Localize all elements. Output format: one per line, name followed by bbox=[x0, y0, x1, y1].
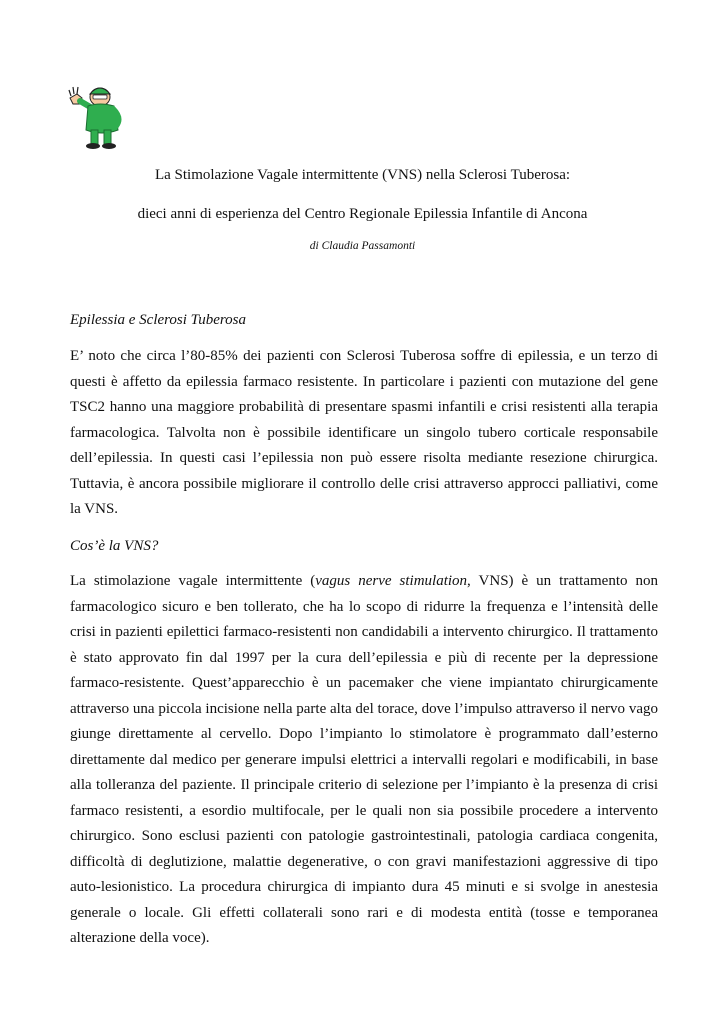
document-subtitle: dieci anni di esperienza del Centro Regionale Epilessia Infantile di Ancona bbox=[137, 206, 588, 222]
doctor-mascot-icon bbox=[68, 84, 130, 150]
section-heading-vns: Cos’è la VNS? bbox=[70, 538, 159, 554]
section-heading-epilessia: Epilessia e Sclerosi Tuberosa bbox=[70, 312, 246, 328]
vns-body-italic-term: vagus nerve stimulation bbox=[315, 573, 468, 589]
section-body-epilessia: E’ noto che circa l’80-85% dei pazienti con Sclerosi Tuberosa soffre di epilessia, e un terzo di questi è affetto da epilessia farmaco resistente. In particolare i pazienti con mutazione del gene TSC2 hanno una maggiore probabilità di presentare spasmi infantili e crisi resistenti alla terapia farmacologica. Talvolta non è possibile identificare un singolo tubero corticale responsabile dell’epilessia. In questi casi l’epilessia non può essere risolta mediante resezione chirurgica. Tuttavia, è ancora possibile migliorare il controllo delle crisi attraverso approcci palliativi, come la VNS. bbox=[70, 348, 658, 517]
section-body-vns bbox=[70, 569, 658, 952]
document-title: La Stimolazione Vagale intermittente (VNS) nella Sclerosi Tuberosa: bbox=[154, 167, 571, 183]
author-byline: di Claudia Passamonti bbox=[309, 240, 416, 252]
vns-body-start: La stimolazione vagale intermittente ( bbox=[70, 573, 316, 589]
vns-body-rest: , VNS) è un trattamento non farmacologico sicuro e ben tollerato, che ha lo scopo di ridurre la frequenza e l’intensità delle crisi in pazienti epilettici farmaco-resistenti non candidabili a intervento chirurgico. Il trattamento è stato approvato fin dal 1997 per la cura dell’epilessia e più di recente per la depressione farmaco-resistente. Quest’apparecchio è un pacemaker che viene impiantato chirurgicamente attraverso una piccola incisione nella parte alta del torace, dove l’impulso attraverso il nervo vago giunge direttamente al cervello. Dopo l’impianto lo stimolatore è programmato dall’esterno direttamente dal medico per generare impulsi elettrici a intervalli regolari e modificabili, in base alla tolleranza del paziente. Il principale criterio di selezione per l’impianto è la presenza di crisi farmaco resistenti, a esordio multifocale, per le quali non sia possibile procedere a intervento chirurgico. Sono esclusi pazienti con patologie gastrointestinali, patologia cardiaca congenita, difficoltà di deglutizione, malattie degenerative, o con gravi manifestazioni aggressive di tipo auto-lesionistico. La procedura chirurgica di impianto dura 45 minuti e si svolge in anestesia generale o locale. Gli effetti collaterali sono rari e di modesta entità (tosse e temporanea alterazione della voce). bbox=[70, 573, 658, 946]
